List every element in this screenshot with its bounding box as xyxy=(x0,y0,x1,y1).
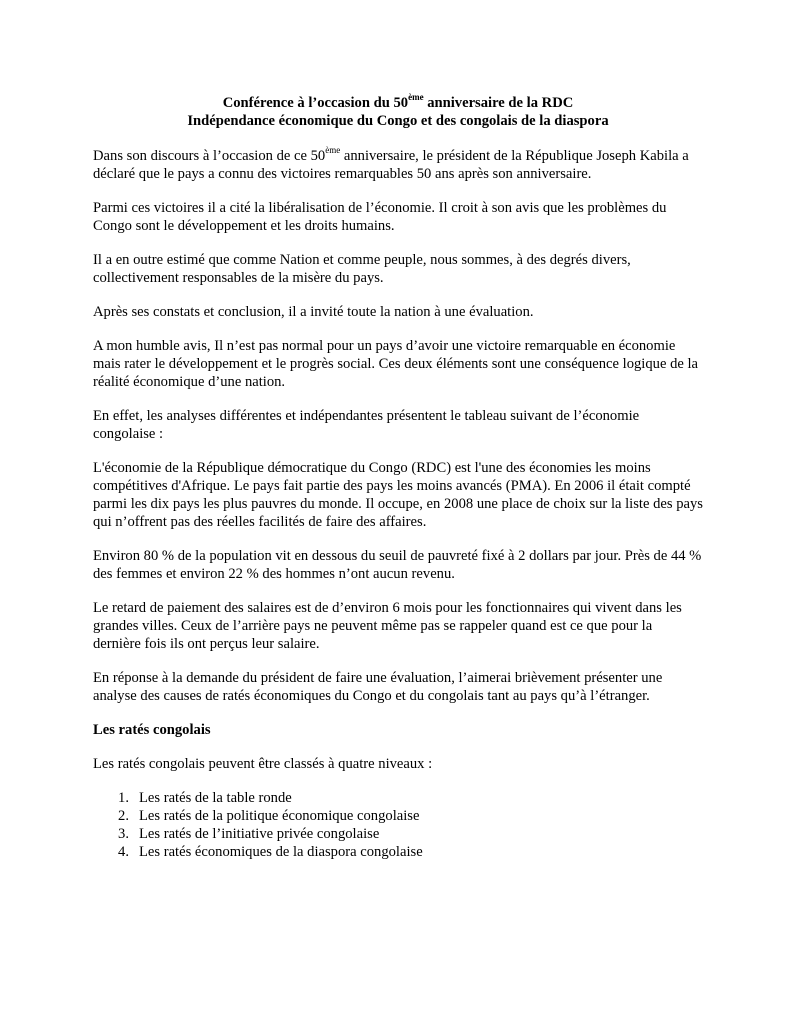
title-line-1-end: anniversaire de la RDC xyxy=(423,95,574,111)
list-item-number: 4. xyxy=(118,844,129,860)
list-item-text: Les ratés de la politique économique congolaise xyxy=(139,808,420,824)
title-line-1 xyxy=(93,94,703,112)
paragraph-8: Environ 80 % de la population vit en dessous du seuil de pauvreté fixé à 2 dollars par jour. Près de 44 % des femmes et environ 22 % des hommes n’ont aucun revenu. xyxy=(93,548,702,582)
paragraph-4: Après ses constats et conclusion, il a invité toute la nation à une évaluation. xyxy=(93,304,534,320)
list-item-number: 2. xyxy=(118,808,129,824)
section-heading: Les ratés congolais xyxy=(93,722,211,738)
paragraph-1-superscript: ème xyxy=(325,145,341,156)
paragraph-5: A mon humble avis, Il n’est pas normal pour un pays d’avoir une victoire remarquable en économie mais rater le développement et le progrès social. Ces deux éléments sont une conséquence logique de la réalité économique d’une nation. xyxy=(93,338,699,390)
list-item xyxy=(93,825,703,843)
list-item-text: Les ratés de l’initiative privée congolaise xyxy=(139,826,380,842)
list-item-text: Les ratés de la table ronde xyxy=(139,790,292,806)
list-item xyxy=(93,843,703,861)
document-page xyxy=(93,94,703,861)
title-line-1-start: Conférence à l’occasion du 50 xyxy=(222,95,409,111)
paragraph-7: L'économie de la République démocratique du Congo (RDC) est l'une des économies les moins compétitives d'Afrique. Le pays fait partie des pays les moins avancés (PMA). En 2006 il était compté parmi les dix pays les plus pauvres du monde. Il occupe, en 2008 une place de choix sur la liste des pays qui n’offrent pas des réelles facilités de faire des affaires. xyxy=(93,460,703,530)
title-line-2: Indépendance économique du Congo et des congolais de la diaspora xyxy=(187,113,609,129)
section-intro: Les ratés congolais peuvent être classés à quatre niveaux : xyxy=(93,756,433,772)
list-item-number: 3. xyxy=(118,826,129,842)
paragraph-1-end: anniversaire, le président de la République Joseph Kabila a déclaré que le pays a connu des victoires remarquables 50 ans après son anniversaire. xyxy=(93,148,689,182)
list-item-text: Les ratés économiques de la diaspora congolaise xyxy=(139,844,423,860)
document-title xyxy=(93,94,703,130)
list-item-number: 1. xyxy=(118,790,129,806)
paragraph-3: Il a en outre estimé que comme Nation et comme peuple, nous sommes, à des degrés divers, collectivement responsables de la misère du pays. xyxy=(93,252,631,286)
list-item xyxy=(93,807,703,825)
paragraph-2: Parmi ces victoires il a cité la libéralisation de l’économie. Il croit à son avis que les problèmes du Congo sont le développement et les droits humains. xyxy=(93,200,667,234)
paragraph-1-start: Dans son discours à l’occasion de ce 50 xyxy=(93,148,326,164)
paragraph-9: Le retard de paiement des salaires est de d’environ 6 mois pour les fonctionnaires qui vivent dans les grandes villes. Ceux de l’arrière pays ne peuvent même pas se rappeler quand est ce que pour la dernière fois ils ont perçus leur salaire. xyxy=(93,600,682,652)
title-superscript: ème xyxy=(408,92,424,103)
list-item xyxy=(93,789,703,807)
numbered-list xyxy=(93,789,703,861)
paragraph-1 xyxy=(93,147,703,183)
paragraph-6: En effet, les analyses différentes et indépendantes présentent le tableau suivant de l’économie congolaise : xyxy=(93,408,640,442)
paragraph-10: En réponse à la demande du président de faire une évaluation, l’aimerai brièvement présenter une analyse des causes de ratés économiques du Congo et du congolais tant au pays qu’à l’étranger. xyxy=(93,670,663,704)
